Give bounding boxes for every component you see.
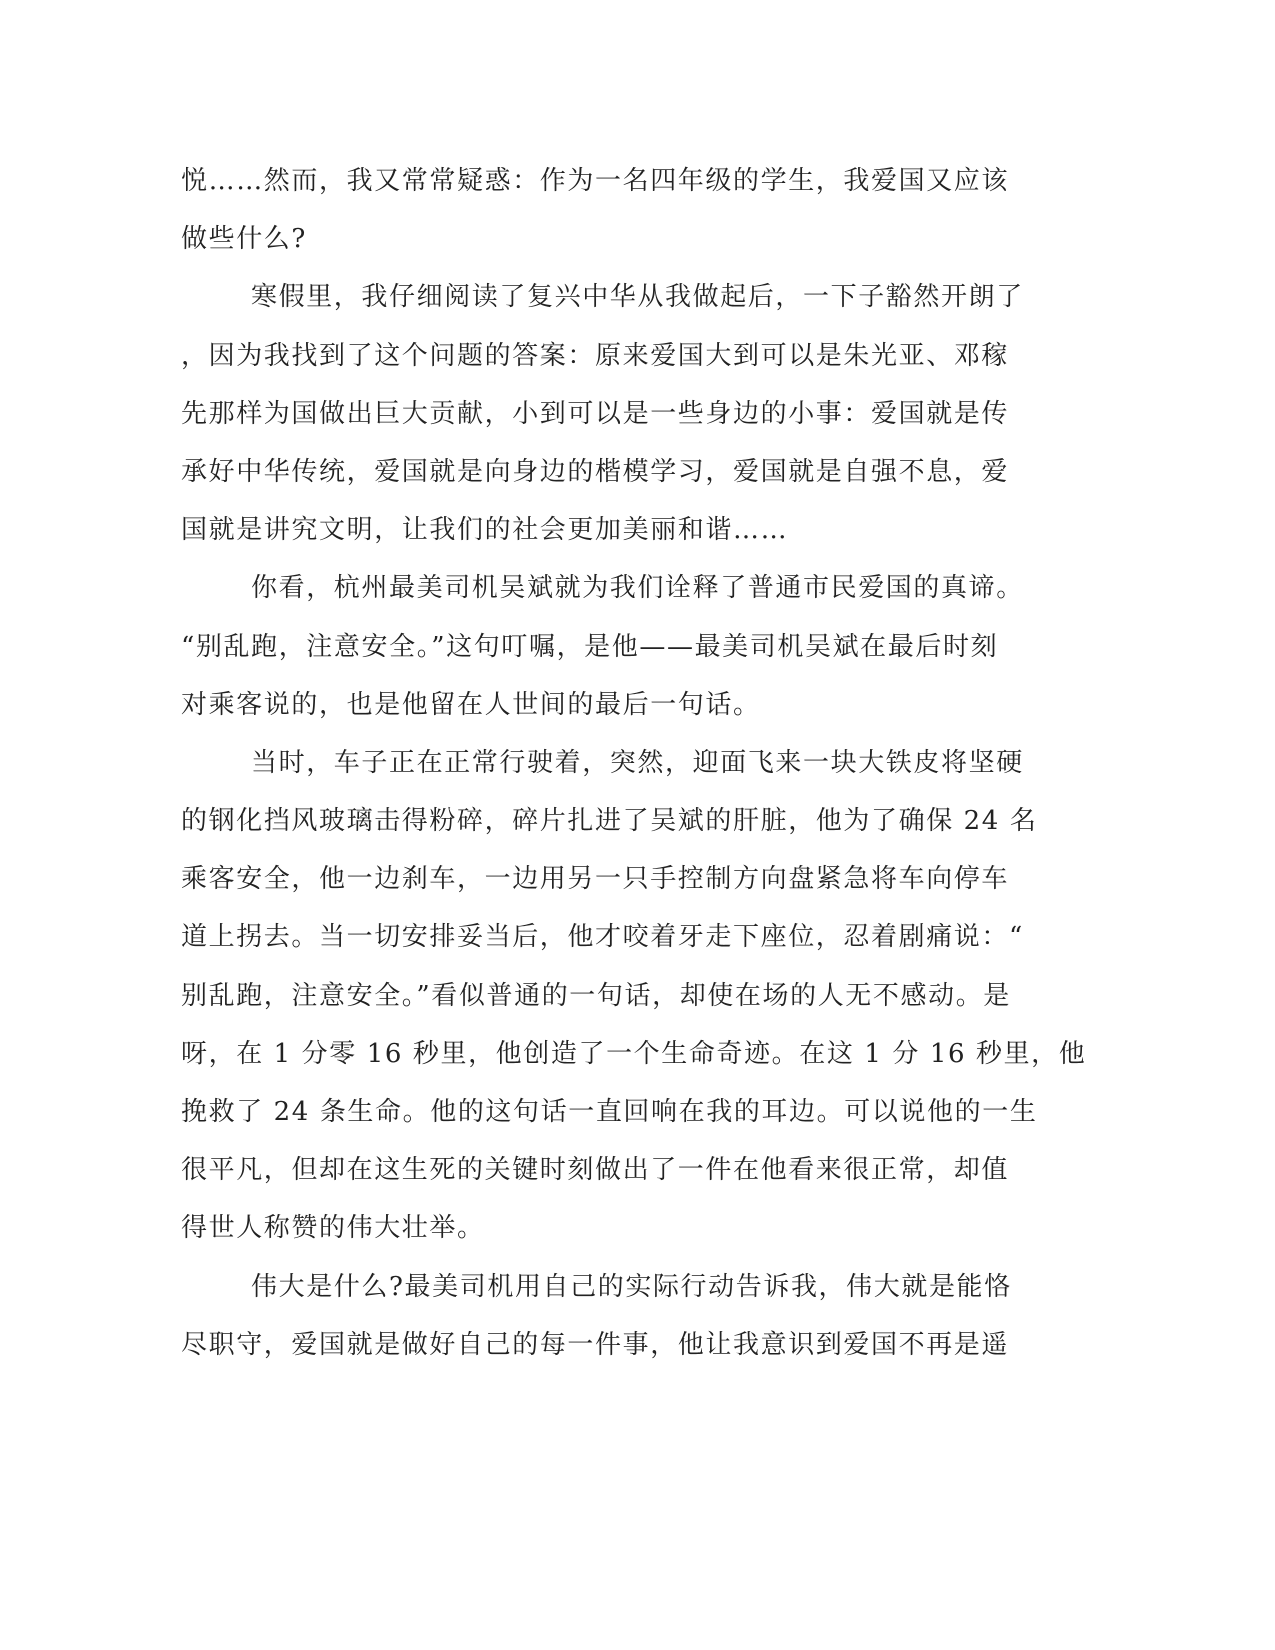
paragraph-start-line: 寒假里，我仔细阅读了复兴中华从我做起后，一下子豁然开朗了 [251,282,1024,313]
body-text [181,152,1087,1374]
text-line: 得世人称赞的伟大壮举。 [181,1213,485,1244]
text-line: 承好中华传统，爱国就是向身边的楷模学习，爱国就是自强不息，爱 [181,456,1010,487]
text-line: 挽救了 24 条生命。他的这句话一直回响在我的耳边。可以说他的一生 [181,1097,1038,1127]
text-line: 别乱跑，注意安全。”看似普通的一句话，却使在场的人无不感动。是 [181,980,1011,1011]
text-line: 呀，在 1 分零 16 秒里，他创造了一个生命奇迹。在这 1 分 16 秒里，他 [181,1038,1087,1069]
text-line: 尽职守，爱国就是做好自己的每一件事，他让我意识到爱国不再是遥 [181,1329,1010,1360]
text-line: 道上拐去。当一切安排妥当后，他才咬着牙走下座位，忍着剧痛说：“ [181,922,1024,953]
text-line: 国就是讲究文明，让我们的社会更加美丽和谐…… [181,515,789,546]
text-line: 很平凡，但却在这生死的关键时刻做出了一件在他看来很正常，却值 [181,1155,1010,1186]
paragraph-start-line: 你看，杭州最美司机吴斌就为我们诠释了普通市民爱国的真谛。 [251,573,1024,604]
text-line: 先那样为国做出巨大贡献，小到可以是一些身边的小事：爱国就是传 [181,398,1010,429]
text-line: “别乱跑，注意安全。”这句叮嘱，是他——最美司机吴斌在最后时刻 [181,631,999,662]
paragraph-start-line: 当时，车子正在正常行驶着，突然，迎面飞来一块大铁皮将坚硬 [251,747,1024,778]
text-line: 的钢化挡风玻璃击得粉碎，碎片扎进了吴斌的肝脏，他为了确保 24 名 [181,806,1038,837]
text-line: 悦……然而，我又常常疑惑：作为一名四年级的学生，我爱国又应该 [181,166,1010,196]
text-line: 乘客安全，他一边刹车，一边用另一只手控制方向盘紧急将车向停车 [181,864,1010,895]
text-line: ，因为我找到了这个问题的答案：原来爱国大到可以是朱光亚、邓稼 [181,340,1010,371]
text-line: 对乘客说的，也是他留在人世间的最后一句话。 [181,689,761,720]
text-line: 做些什么? [181,224,307,255]
paragraph-start-line: 伟大是什么?最美司机用自己的实际行动告诉我，伟大就是能恪 [251,1271,1012,1302]
